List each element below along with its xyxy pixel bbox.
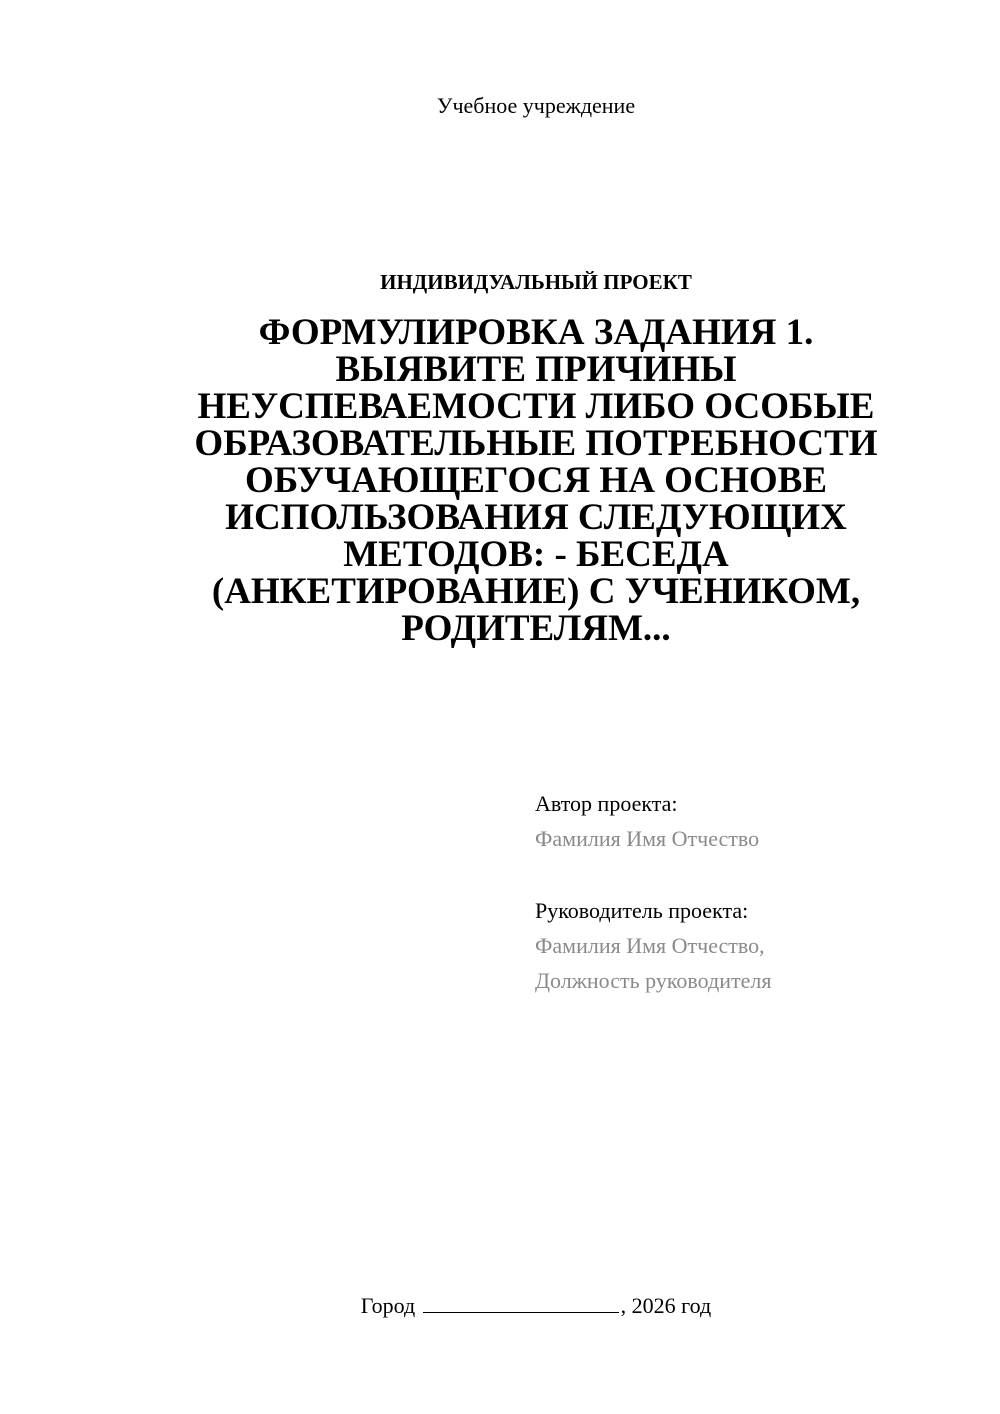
author-block — [535, 786, 759, 856]
project-type-heading: ИНДИВИДУАЛЬНЫЙ ПРОЕКТ — [380, 270, 692, 294]
title-line: НЕУСПЕВАЕМОСТИ ЛИБО ОСОБЫЕ — [197, 386, 875, 427]
title-line: ВЫЯВИТЕ ПРИЧИНЫ — [335, 349, 737, 390]
author-label: Автор проекта: — [535, 791, 678, 816]
title-line: ИСПОЛЬЗОВАНИЯ СЛЕДУЮЩИХ — [225, 497, 847, 538]
supervisor-position: Должность руководителя — [535, 968, 772, 993]
supervisor-name: Фамилия Имя Отчество, — [535, 933, 765, 958]
author-name: Фамилия Имя Отчество — [535, 826, 760, 851]
city-blank-line — [423, 1290, 619, 1313]
supervisor-label: Руководитель проекта: — [535, 898, 749, 923]
city-year-line — [0, 1290, 1000, 1321]
year-text: , 2026 год — [620, 1293, 712, 1318]
supervisor-block — [535, 893, 771, 998]
title-line: МЕТОДОВ: - БЕСЕДА — [343, 534, 729, 575]
title-line: ОБУЧАЮЩЕГОСЯ НА ОСНОВЕ — [244, 460, 828, 501]
institution-name: Учебное учреждение — [436, 93, 636, 118]
project-title — [150, 314, 922, 647]
city-label: Город — [360, 1293, 416, 1318]
title-line: ФОРМУЛИРОВКА ЗАДАНИЯ 1. — [258, 312, 814, 353]
title-line: РОДИТЕЛЯМ... — [401, 608, 671, 649]
title-line: (АНКЕТИРОВАНИЕ) С УЧЕНИКОМ, — [211, 571, 861, 612]
title-line: ОБРАЗОВАТЕЛЬНЫЕ ПОТРЕБНОСТИ — [194, 423, 878, 464]
